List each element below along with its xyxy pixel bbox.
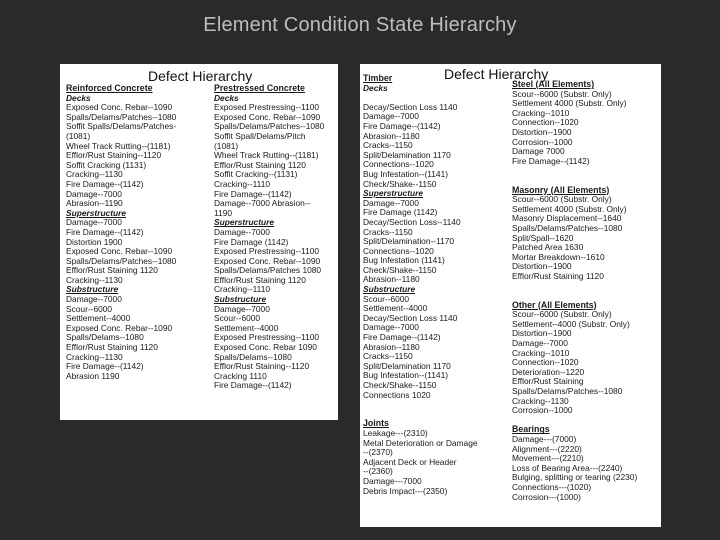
defect-line: Fire Damage--(1142) <box>512 155 590 166</box>
defect-line: Scour--6000 <box>66 303 113 314</box>
defect-line: Fire Damage--(1142) <box>214 188 292 199</box>
material-heading: Prestressed Concrete <box>214 83 305 93</box>
defect-line: Scour--6000 <box>363 293 410 304</box>
defect-line: Exposed Conc. Rebar--1090 <box>66 322 173 333</box>
right-defect-hierarchy-page <box>360 64 661 527</box>
defect-line: Scour--6000 <box>214 313 261 324</box>
defect-line: Efflor/Rust Staining 1120 <box>512 270 604 281</box>
defect-line: Wheel Track Rutting--(1181) <box>214 150 319 161</box>
defect-line: Exposed Conc. Rebar--1090 <box>214 111 321 122</box>
defect-line: Settlement 4000 (Substr. Only) <box>512 98 627 109</box>
defect-line: Cracking--1130 <box>66 169 123 180</box>
defect-line: Bulging, splitting or tearing (2230) <box>512 472 638 483</box>
defect-line: Abrasion--1180 <box>363 341 420 352</box>
defect-line: Damage--7000 <box>363 322 419 333</box>
defect-line: Connections--1020 <box>363 245 434 256</box>
defect-line: Corrosion--1000 <box>512 136 573 147</box>
defect-line: Check/Shake--1150 <box>363 178 437 189</box>
defect-line: Wheel Track Rutting--(1181) <box>66 140 171 151</box>
defect-line: Split/Delamination 1170 <box>363 360 451 371</box>
defect-line: Settlement--4000 (Substr. Only) <box>512 318 630 329</box>
defect-line: Exposed Conc. Rebar--1090 <box>214 255 321 266</box>
defect-line: Abrasion--1190 <box>66 198 123 209</box>
defect-line: Spalls/Delams/Patches--1080 <box>66 111 177 122</box>
defect-line: Mortar Breakdown--1610 <box>512 251 605 262</box>
defect-line: Check/Shake--1150 <box>363 380 437 390</box>
defect-line: Exposed Prestressing--1100 <box>214 332 320 343</box>
defect-line: Cracks--1150 <box>363 140 413 151</box>
defect-line: Fire Damage--(1142) <box>66 226 144 237</box>
defect-line: Damage--7000 <box>66 294 122 305</box>
defect-line: Split/Spall--1620 <box>512 232 574 243</box>
defect-line: Exposed Prestressing--1100 <box>214 246 320 257</box>
defect-line: Cracks--1150 <box>363 226 413 237</box>
defect-line: Spalls/Delams/Patches--1080 <box>512 222 623 233</box>
defect-line: Exposed Conc. Rebar 1090 <box>214 342 317 353</box>
defect-line: Split/Delamination--1170 <box>363 236 455 247</box>
defect-line: Cracking--1130 <box>512 395 569 406</box>
defect-line: Deterioration--1220 <box>512 366 585 377</box>
defect-line: Damage--7000 <box>66 217 122 228</box>
defect-line: Movement---(2210) <box>512 453 584 464</box>
defect-line: Efflor/Rust Staining 1120 <box>214 159 306 170</box>
defect-line: Connections--1020 <box>363 159 434 170</box>
defect-line: Settlement--4000 <box>214 322 279 333</box>
material-heading: Joints <box>363 418 389 429</box>
defect-line: Metal Deterioration or Damage <box>363 437 478 448</box>
steel-masonry-other-bearings-column <box>512 80 637 502</box>
defect-line: Damage--7000 <box>363 197 419 208</box>
defect-line: Settlement--4000 <box>363 303 428 314</box>
defect-line: Distortion 1900 <box>66 236 123 247</box>
defect-line: Settlement 4000 (Substr. Only) <box>512 203 627 214</box>
defect-line: Cracking--1010 <box>512 107 570 118</box>
defect-line: Loss of Bearing Area---(2240) <box>512 462 623 473</box>
defect-line: Efflor/Rust Staining <box>512 376 584 387</box>
spacer <box>512 281 637 291</box>
defect-line: Abrasion--1180 <box>363 274 420 285</box>
defect-line: Soffit Cracking (1131) <box>66 159 147 170</box>
defect-line: Damage 7000 <box>512 146 565 157</box>
component-heading: Substructure <box>66 284 119 295</box>
defect-line: Fire Damage (1142) <box>214 236 289 247</box>
defect-line: Cracking--1130 <box>66 274 123 285</box>
defect-line: Exposed Conc. Rebar--1090 <box>66 246 173 257</box>
defect-line: Connections---(1020) <box>512 481 592 492</box>
defect-line: Damage--7000 <box>214 303 270 314</box>
defect-line: Damage--7000 Abrasion-- <box>214 198 311 209</box>
defect-line: Decay/Section Loss 1140 <box>363 101 458 112</box>
defect-line: Connection--1020 <box>512 357 579 368</box>
defect-line: Fire Damage--(1142) <box>363 120 441 131</box>
defect-line: Cracking--1010 <box>512 347 570 358</box>
defect-line: Bug Infestation--(1141) <box>363 370 449 381</box>
defect-line: Check/Shake--1150 <box>363 264 437 275</box>
defect-line: Spalls/Delams/Patches--1080 <box>66 255 177 266</box>
defect-line: Fire Damage--(1142) <box>66 178 144 189</box>
defect-line: Soffit Spall/Delams/Pitch <box>214 130 306 141</box>
component-heading: Superstructure <box>363 188 424 199</box>
timber-joints-column <box>363 74 478 496</box>
defect-line: Spalls/Delams--1080 <box>214 351 292 362</box>
component-heading: Decks <box>214 92 239 103</box>
component-heading: Superstructure <box>214 217 275 228</box>
defect-line: Decay/Section Loss--1140 <box>363 216 461 227</box>
component-heading: Substructure <box>363 284 416 295</box>
defect-line: Corrosion--1000 <box>512 405 573 416</box>
spacer <box>363 400 478 410</box>
defect-line: Abrasion 1190 <box>66 370 120 381</box>
defect-line: Soffit Spalls/Delams/Patches- <box>66 121 177 132</box>
defect-line: Debris Impact---(2350) <box>363 485 448 496</box>
defect-line: Efflor/Rust Staining--1120 <box>66 150 162 161</box>
defect-line: Abrasion--1180 <box>363 130 420 141</box>
component-heading: Decks <box>66 92 91 103</box>
defect-line: Split/Delamination 1170 <box>363 149 451 160</box>
prestressed-concrete-column <box>214 84 324 391</box>
defect-line: Damage--7000 <box>214 226 270 237</box>
defect-line: Spalls/Delams/Patches 1080 <box>214 265 322 276</box>
defect-line: Exposed Prestressing--1100 <box>214 102 320 113</box>
defect-line: Spalls/Delams/Patches--1080 <box>214 121 325 132</box>
right-doc-heading: Defect Hierarchy <box>444 66 549 82</box>
defect-line: (1081) <box>214 140 239 151</box>
defect-line: Cracks--1150 <box>363 351 413 362</box>
defect-line: Cracking--1110 <box>214 178 271 189</box>
defect-line: --(2370) <box>363 447 393 458</box>
material-heading: Other (All Elements) <box>512 299 597 310</box>
defect-line: Efflor/Rust Staining--1120 <box>214 361 310 372</box>
material-heading: Timber <box>363 73 393 83</box>
defect-line: Exposed Conc. Rebar--1090 <box>66 102 173 113</box>
defect-line: Damage--7000 <box>363 111 419 122</box>
material-heading: Masonry (All Elements) <box>512 184 610 195</box>
reinforced-concrete-column <box>66 84 176 381</box>
defect-line: Connections 1020 <box>363 389 431 400</box>
defect-line: Spalls/Delams/Patches--1080 <box>512 386 623 396</box>
defect-line: Distortion--1900 <box>512 328 572 339</box>
spacer <box>512 166 637 176</box>
defect-line: Corrosion---(1000) <box>512 491 581 502</box>
defect-line: Connection--1020 <box>512 117 579 128</box>
defect-line: Alignment---(2220) <box>512 443 582 454</box>
component-heading: Substructure <box>214 294 267 305</box>
defect-line: Bug Infestation (1141) <box>363 255 445 266</box>
defect-line: Bug Infestation--(1141) <box>363 168 449 179</box>
material-heading: Bearings <box>512 424 550 435</box>
defect-line: Distortion--1900 <box>512 126 572 137</box>
defect-line: Efflor/Rust Staining 1120 <box>214 274 306 285</box>
defect-line: Fire Damage (1142) <box>363 207 438 218</box>
material-heading: Steel (All Elements) <box>512 79 595 89</box>
defect-line: Distortion--1900 <box>512 261 572 272</box>
defect-line: Fire Damage--(1142) <box>214 380 292 391</box>
defect-line: Adjacent Deck or Header <box>363 456 457 467</box>
defect-line: Damage--7000 <box>512 338 568 349</box>
material-heading: Reinforced Concrete <box>66 83 153 93</box>
defect-line: Leakage---(2310) <box>363 427 428 438</box>
defect-line: Cracking--1110 <box>214 284 271 295</box>
defect-line: (1081) <box>66 130 91 141</box>
defect-line: Soffit Cracking--(1131) <box>214 169 298 180</box>
defect-line: --(2360) <box>363 466 393 477</box>
component-heading: Superstructure <box>66 207 127 218</box>
component-heading: Decks <box>363 82 388 93</box>
defect-line: Efflor/Rust Staining 1120 <box>66 265 158 276</box>
defect-line: Fire Damage--(1142) <box>66 361 144 372</box>
defect-line: Fire Damage--(1142) <box>363 332 441 343</box>
defect-line: Scour--6000 (Substr. Only) <box>512 88 612 99</box>
defect-line: Scour--6000 (Substr. Only) <box>512 194 612 205</box>
left-doc-heading: Defect Hierarchy <box>148 68 253 84</box>
defect-line: Spalls/Delams--1080 <box>66 332 144 343</box>
defect-line: Patched Area 1630 <box>512 242 584 253</box>
defect-line: Efflor/Rust Staining 1120 <box>66 342 158 353</box>
slide-title: Element Condition State Hierarchy <box>203 14 517 36</box>
defect-line: Decay/Section Loss 1140 <box>363 312 458 323</box>
defect-line: Scour--6000 (Substr. Only) <box>512 309 612 320</box>
defect-line: Cracking--1130 <box>66 351 123 362</box>
defect-line: Damage---(7000) <box>512 433 577 444</box>
defect-line: Cracking 1110 <box>214 370 267 381</box>
defect-line: Damage---7000 <box>363 475 422 486</box>
defect-line: Settlement--4000 <box>66 313 131 324</box>
defect-line: Damage--7000 <box>66 188 122 199</box>
defect-line: Masonry Displacement--1640 <box>512 213 622 224</box>
left-defect-hierarchy-page <box>60 64 338 420</box>
defect-line: 1190 <box>214 207 233 218</box>
